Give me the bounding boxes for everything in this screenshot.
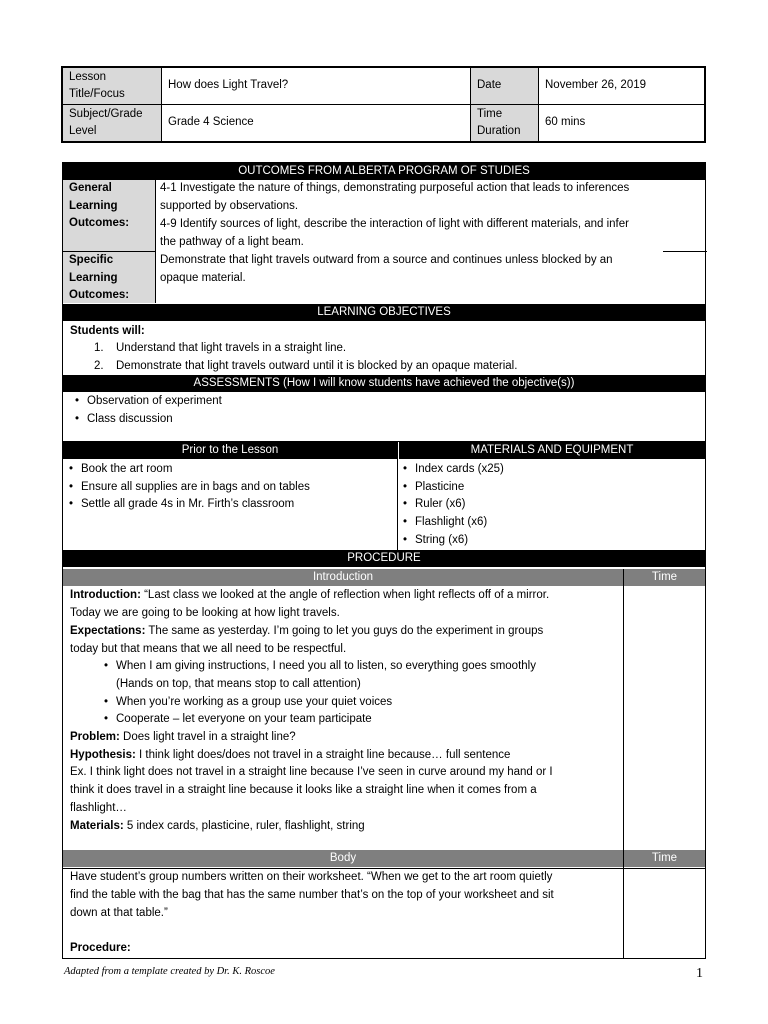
time-column-heading: Time <box>624 569 705 586</box>
divider <box>155 180 156 303</box>
subject-grade-label: Subject/Grade Level <box>63 105 161 141</box>
assessments-heading: ASSESSMENTS (How I will know students have achieved the objective(s)) <box>63 375 705 392</box>
general-outcomes-label: General Learning Outcomes: <box>63 180 155 252</box>
specific-outcomes-label: Specific Learning Outcomes: <box>63 252 155 303</box>
material-item: • Index cards (x25) <box>415 461 504 479</box>
expectation-item: • Cooperate – let everyone on your team participate <box>116 711 372 729</box>
template-credit: Adapted from a template created by Dr. K. Roscoe <box>64 966 275 977</box>
expectation-item: • When I am giving instructions, I need you all to listen, so everything goes smoothly <box>116 658 536 676</box>
procedure-heading: PROCEDURE <box>63 550 705 567</box>
lesson-header-table <box>61 66 706 143</box>
objective-number: 1. <box>94 342 104 354</box>
outcomes-heading: OUTCOMES FROM ALBERTA PROGRAM OF STUDIES <box>63 163 705 180</box>
prior-heading: Prior to the Lesson <box>63 442 397 459</box>
objectives-heading: LEARNING OBJECTIVES <box>63 304 705 321</box>
divider <box>397 442 398 550</box>
divider <box>63 104 704 105</box>
time-duration-label: Time Duration <box>471 105 538 141</box>
material-item: • Flashlight (x6) <box>415 514 487 532</box>
date-label: Date <box>471 68 538 104</box>
material-item: • Ruler (x6) <box>415 496 465 514</box>
prior-item: • Settle all grade 4s in Mr. Firth’s classroom <box>81 496 294 514</box>
divider <box>663 251 707 252</box>
prior-item: • Book the art room <box>81 461 172 479</box>
date-value: November 26, 2019 <box>545 79 647 92</box>
lesson-title-label: Lesson Title/Focus <box>63 68 161 104</box>
objective-item: Understand that light travels in a straight line. <box>116 342 347 354</box>
time-duration-value: 60 mins <box>545 116 586 129</box>
materials-heading: MATERIALS AND EQUIPMENT <box>399 442 705 459</box>
subject-grade-value: Grade 4 Science <box>168 116 254 129</box>
lesson-plan-table: OUTCOMES FROM ALBERTA PROGRAM OF STUDIES General Learning Outcomes: 4-1 Investigate the nature of things, demonstrating purposeful action that leads to inferences supported by observations. 4-9 Identify sources of light, describe the interaction of light with different materials, and infer the pathway of a light beam. Specific Learning Outcomes: Demonstrate that light travels outward from a source and continues unless blocked by an opaque material. LEARNING OBJECTIVES Students will: 1. Understand that light travels in a straight line. 2. Demonstrate that light travels outward until it is blocked by an opaque material. ASSESSMENTS (How I will know students have achieved the objective(s)) • Observation of experiment • Class discussion Prior to the Lesson MATERIALS AND EQUIPMENT • Book the art room • Ensure all supplies are in bags and on tables • Settle all grade 4s in Mr. Firth’s classroom • Index cards (x25) • Plasticine • Ruler (x6) • Flashlight (x6) • String (x6) PROCEDURE Introduction Time Introduction: “Last class we looked at the angle of reflection when light reflects off of a mirror. Today we are going to be looking at how light travels. Expectations: The same as yesterday. I’m going to let you guys do the experiment in groups today but that means that we all need to be respectful. • When I am giving instructions, I need you all to listen, so everything goes smoothly (Hands on top, that means stop to call attention) • When you’re working as a group use your quiet voices • Cooperate – let everyone on your team participate Problem: Does light travel in a straight line? Hypothesis: I think light does/does not travel in a straight line because… full sentence Ex. I think light does not travel in a straight line because I’ve seen in curve around my hand or I think it does travel in a straight line because it looks like a straight line when it comes from a flashlight… Materials: 5 index cards, plasticine, ruler, flashlight, string Body Time Have student’s group numbers written on their worksheet. “When we get to the art room quietly find the table with the bag that has the same number that’s on the top of your worksheet and sit down at that table.” Procedure: <box>62 162 706 959</box>
body-heading: Body <box>63 850 623 867</box>
material-item: • String (x6) <box>415 532 468 550</box>
assessment-item: • Class discussion <box>87 411 173 429</box>
time-column-heading: Time <box>624 850 705 867</box>
objective-item: Demonstrate that light travels outward until it is blocked by an opaque material. <box>116 360 518 372</box>
lesson-title-value: How does Light Travel? <box>168 79 289 92</box>
prior-item: • Ensure all supplies are in bags and on tables <box>81 479 310 497</box>
objective-number: 2. <box>94 360 104 372</box>
divider <box>623 569 624 959</box>
material-item: • Plasticine <box>415 479 464 497</box>
expectation-item: • When you’re working as a group use your quiet voices <box>116 694 392 712</box>
introduction-heading: Introduction <box>63 569 623 586</box>
page-number: 1 <box>696 966 703 981</box>
assessment-item: • Observation of experiment <box>87 393 222 411</box>
